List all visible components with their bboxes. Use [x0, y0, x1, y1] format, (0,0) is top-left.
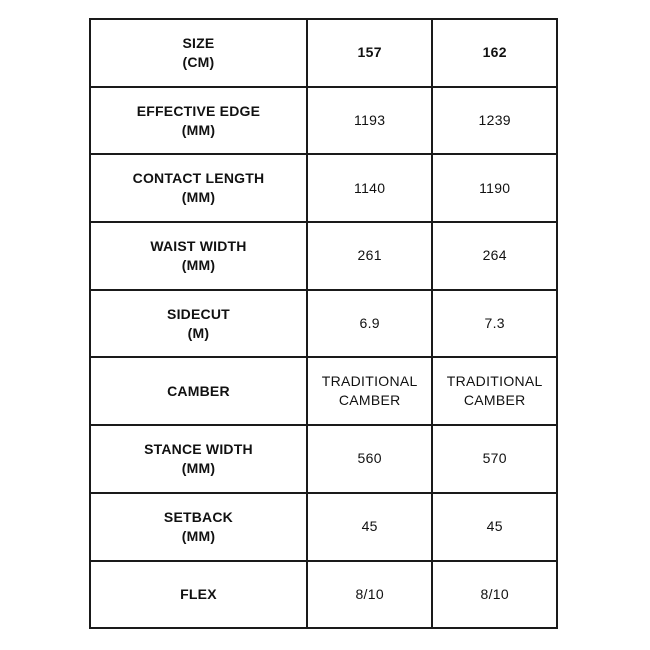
cell-value: 7.3: [484, 315, 505, 332]
table-row: [90, 222, 557, 290]
row-unit: (MM): [181, 459, 216, 476]
row-label-cell: [90, 561, 307, 629]
cell-value: 560: [357, 450, 382, 467]
value-cell-162: [432, 290, 557, 358]
cell-value-line2: CAMBER: [338, 392, 401, 409]
row-label: FLEX: [180, 585, 217, 602]
size-157-cell: [307, 19, 433, 87]
value-cell-157: [307, 357, 433, 425]
cell-value: 264: [482, 247, 507, 264]
row-label: WAIST WIDTH: [150, 237, 247, 254]
value-cell-157: [307, 561, 433, 629]
value-cell-162: [432, 493, 557, 561]
cell-value: 261: [357, 247, 382, 264]
value-cell-157: [307, 87, 433, 155]
cell-value: 8/10: [355, 585, 384, 602]
table-row: [90, 357, 557, 425]
value-cell-157: [307, 493, 433, 561]
value-cell-162: [432, 87, 557, 155]
cell-value: TRADITIONAL: [321, 373, 418, 390]
value-cell-162: [432, 561, 557, 629]
row-label: STANCE WIDTH: [144, 440, 253, 457]
row-label-cell: [90, 493, 307, 561]
size-value: 157: [357, 44, 382, 61]
value-cell-162: [432, 425, 557, 493]
cell-value: 1239: [478, 112, 511, 129]
row-unit: (MM): [181, 121, 216, 138]
size-label: SIZE: [182, 34, 215, 51]
snowboard-spec-table: [89, 18, 558, 629]
cell-value: TRADITIONAL: [446, 373, 543, 390]
cell-value: 1193: [354, 112, 386, 129]
cell-value: 45: [486, 518, 503, 535]
value-cell-162: [432, 357, 557, 425]
row-label-cell: [90, 154, 307, 222]
table-row: [90, 425, 557, 493]
size-unit: (CM): [182, 53, 215, 70]
row-label: SETBACK: [163, 508, 233, 525]
value-cell-162: [432, 154, 557, 222]
size-value: 162: [482, 44, 507, 61]
size-label-cell: [90, 19, 307, 87]
cell-value: 1190: [479, 179, 511, 196]
value-cell-162: [432, 222, 557, 290]
table-row: [90, 493, 557, 561]
value-cell-157: [307, 154, 433, 222]
row-label: SIDECUT: [167, 305, 230, 322]
spec-table-body: [90, 19, 557, 628]
value-cell-157: [307, 222, 433, 290]
row-label-cell: [90, 222, 307, 290]
row-label-cell: [90, 425, 307, 493]
cell-value: 570: [482, 450, 507, 467]
row-label: CONTACT LENGTH: [132, 170, 265, 187]
row-unit: (MM): [181, 527, 216, 544]
cell-value: 8/10: [480, 585, 509, 602]
row-unit: (MM): [181, 189, 216, 206]
row-label-cell: [90, 87, 307, 155]
row-label: CAMBER: [167, 382, 230, 399]
value-cell-157: [307, 290, 433, 358]
row-label-cell: [90, 290, 307, 358]
size-162-cell: [432, 19, 557, 87]
table-row: [90, 561, 557, 629]
row-unit: (M): [187, 324, 210, 341]
cell-value: 45: [361, 518, 378, 535]
table-row: [90, 87, 557, 155]
header-row: [90, 19, 557, 87]
cell-value: 6.9: [359, 315, 380, 332]
value-cell-157: [307, 425, 433, 493]
cell-value: 1140: [354, 179, 386, 196]
table-row: [90, 154, 557, 222]
cell-value-line2: CAMBER: [463, 392, 526, 409]
row-label-cell: [90, 357, 307, 425]
table-row: [90, 290, 557, 358]
row-label: EFFECTIVE EDGE: [136, 102, 261, 119]
row-unit: (MM): [181, 256, 216, 273]
